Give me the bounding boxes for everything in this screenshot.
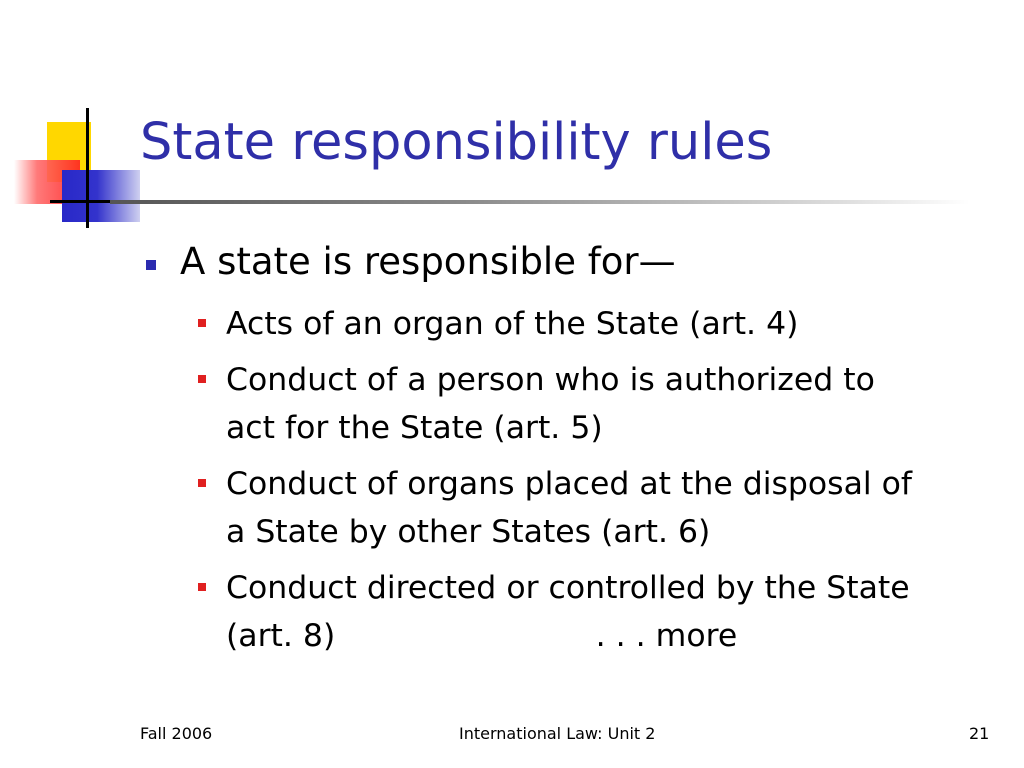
slide-number: 21 <box>969 724 990 743</box>
bullet-text-line: act for the State (art. 5) <box>226 410 603 446</box>
square-bullet-icon <box>146 260 156 270</box>
vertical-rule-line <box>86 108 89 228</box>
decorative-corner-graphic <box>0 0 140 240</box>
level1-bullet-item <box>180 240 676 283</box>
footer-date: Fall 2006 <box>140 724 213 743</box>
bullet-text-line: Conduct of organs placed at the disposal of <box>226 466 913 502</box>
level2-bullet-item <box>226 460 912 556</box>
bullet-text-line: (art. 8) . . . more <box>226 618 738 654</box>
bullet-text-line: Conduct of a person who is authorized to <box>226 362 875 398</box>
bullet-text-line: Acts of an organ of the State (art. 4) <box>226 306 799 342</box>
square-bullet-icon <box>198 375 206 383</box>
bullet-text-line: Conduct directed or controlled by the State <box>226 570 910 606</box>
footer-course-title: International Law: Unit 2 <box>459 724 656 743</box>
square-bullet-icon <box>198 583 206 591</box>
blue-gradient-bar <box>62 170 140 222</box>
bullet-text-line: a State by other States (art. 6) <box>226 514 711 550</box>
slide-title: State responsibility rules <box>140 113 773 172</box>
level2-bullet-item <box>226 564 910 660</box>
level1-bullet-text: A state is responsible for— <box>180 240 676 283</box>
level2-bullet-item <box>226 300 798 348</box>
square-bullet-icon <box>198 479 206 487</box>
title-underline <box>110 200 970 204</box>
square-bullet-icon <box>198 319 206 327</box>
level2-bullet-item <box>226 356 875 452</box>
